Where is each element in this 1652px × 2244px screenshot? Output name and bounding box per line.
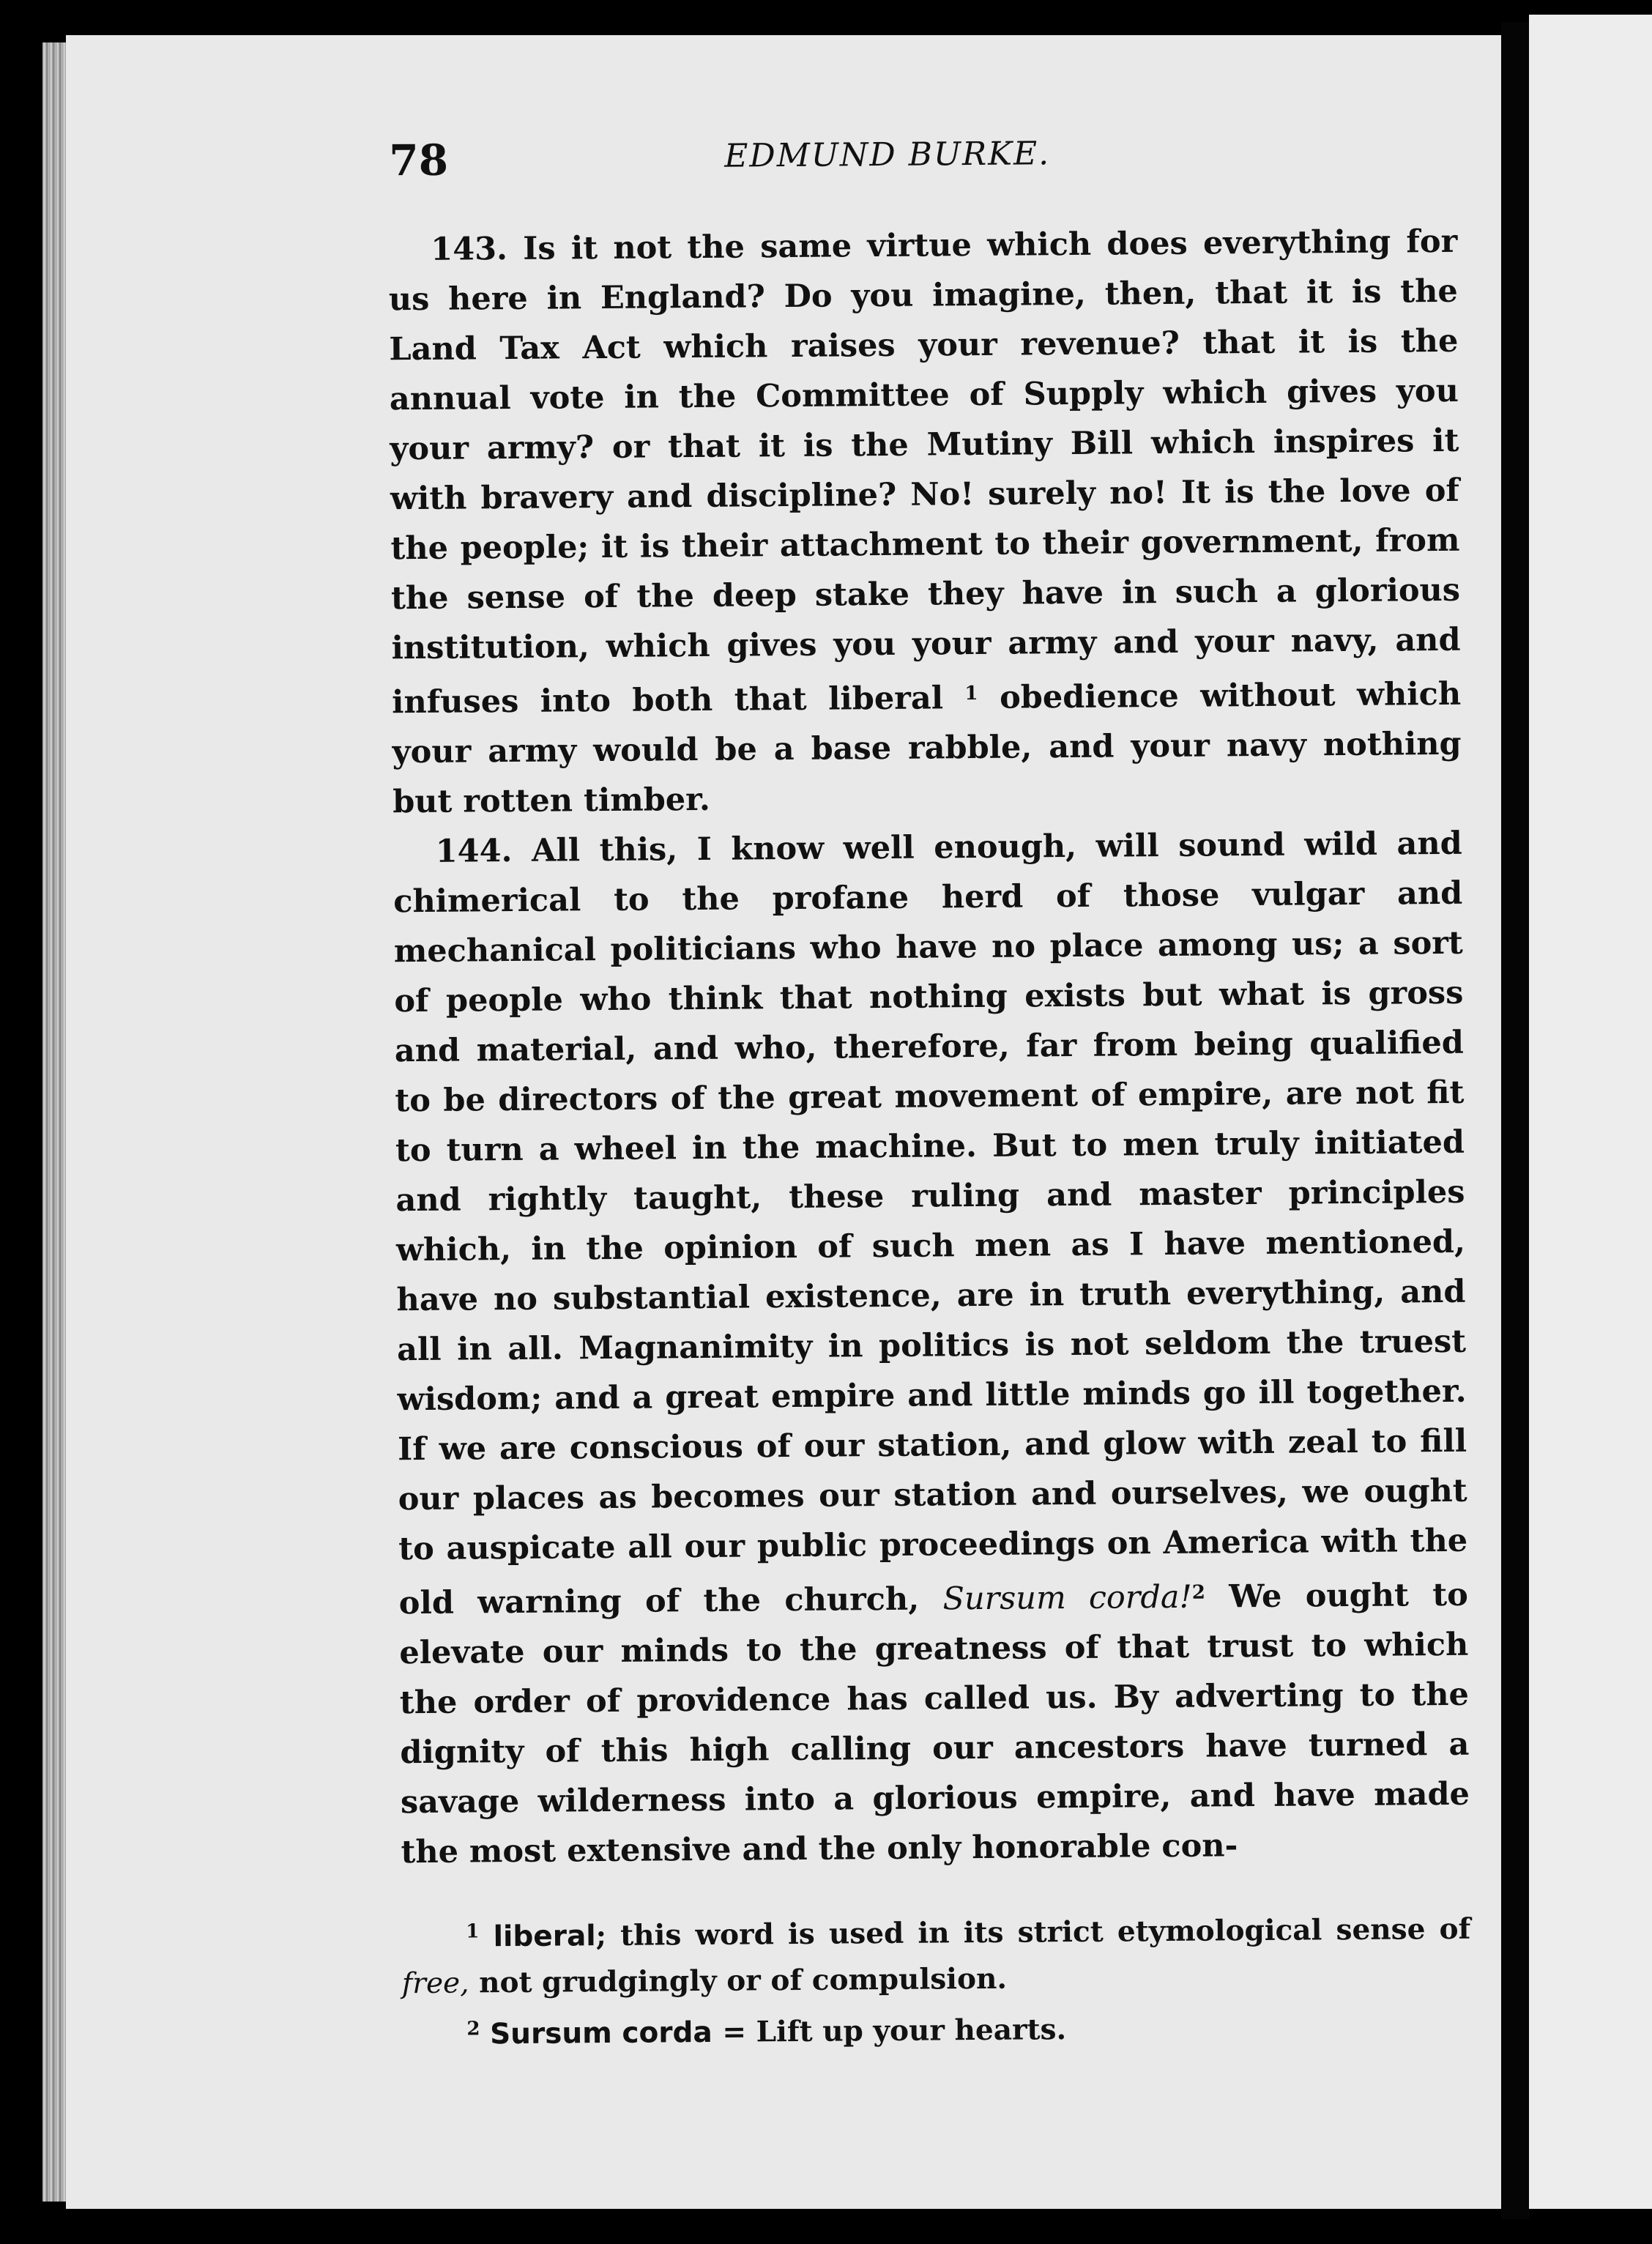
footnote-marker: 1 (466, 1920, 480, 1943)
paragraph-text: All this, I know well enough, will sound wild and chimerical to the profane herd of those vulgar and mechanical politicians who have no place among us; a sort of people who think that nothing exists but what is gross and material, and who, therefore, far from being qualified to be directors of the great movement of empire, are not fit to turn a wheel in the machine. But to men truly initiated and rightly taught, these ruling and master principles which, in the opinion of such men as I have mentioned, have no substantial existence, are in truth everything, and all in all. Magnanimity in politics is not seldom the truest wisdom; and a great empire and little minds go ill together. If we are conscious of our station, and glow with zeal to fill our places as becomes our station and ourselves, we ought to auspicate all our public proceedings on America with the old warning of the church, (393, 825, 1468, 1622)
body-text (388, 217, 1470, 1877)
paragraph-text: obedience without which your army would be a base rabble, and your navy nothing but rotten timber. (392, 675, 1462, 821)
footnote-term: liberal (493, 1920, 596, 1954)
paragraph-number: 143. (431, 231, 508, 268)
footnote-text: not grudgingly or of compulsion. (478, 1961, 1008, 2000)
footnote-term: Sursum corda (489, 2015, 712, 2051)
footnote-text: = Lift up your hearts. (722, 2013, 1067, 2049)
footnote-reference: 1 (964, 682, 978, 705)
page-number: 78 (389, 135, 449, 186)
footnote-marker: 2 (466, 2018, 480, 2040)
footnotes (401, 1901, 1472, 2058)
footnote-2 (402, 1999, 1472, 2058)
latin-phrase: Sursum corda! (942, 1578, 1192, 1618)
paragraph-text: Is it not the same virtue which does everything for us here in England? Do you imagine, then, that it is the Land Tax Act which raises your revenue? that it is the annual vote in the Committee of Supply which gives you your army? or that it is the Mutiny Bill which inspires it with bravery and discipline? No! surely no! It is the love of the people; it is their attachment to their government, from the sense of the deep stake they have in such a glorious institution, which gives you your army and your navy, and infuses into both that liberal (388, 223, 1461, 721)
book-page (66, 35, 1501, 2209)
paragraph-number: 144. (435, 832, 513, 870)
book-gutter (1501, 22, 1529, 2219)
paragraph-text: We ought to elevate our minds to the greatness of that trust to which the order of providence has called us. By adverting to the dignity of this high calling our ancestors have turned a savage wilderness into a glorious empire, and have made the most extensive and the only honorable con- (399, 1576, 1470, 1871)
facing-page-edge (1529, 15, 1652, 2209)
footnote-reference: 2 (1191, 1581, 1205, 1604)
paragraph-144 (392, 819, 1470, 1877)
footnote-1 (401, 1901, 1471, 2007)
footnote-text: ; this word is used in its strict etymological sense of (595, 1912, 1471, 1953)
footnote-italic: free, (401, 1966, 469, 2001)
running-head: EDMUND BURKE. (724, 135, 1051, 175)
page-content (322, 26, 1503, 2209)
paragraph-143 (388, 217, 1462, 827)
page-header (323, 127, 1466, 195)
